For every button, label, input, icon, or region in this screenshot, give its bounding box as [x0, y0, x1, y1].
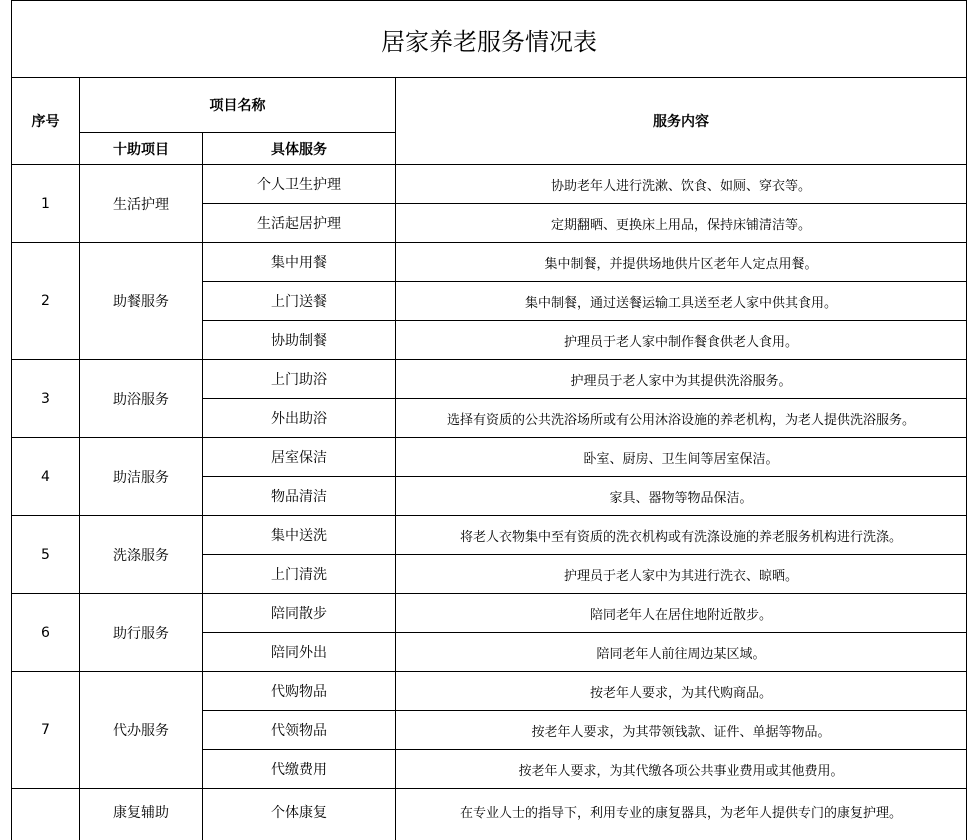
specific-service-cell: 代缴费用 [203, 750, 396, 789]
table-row [12, 789, 967, 840]
service-content-cell: 将老人衣物集中至有资质的洗衣机构或有洗涤设施的养老服务机构进行洗涤。 [396, 516, 967, 555]
specific-service-cell: 集中送洗 [203, 516, 396, 555]
ten-help-item-cell: 助浴服务 [80, 360, 203, 438]
ten-help-item-cell: 代办服务 [80, 672, 203, 789]
seq-cell: 7 [12, 672, 80, 789]
ten-help-item-cell: 康复辅助 [80, 789, 203, 840]
table-row [12, 165, 967, 204]
specific-service-cell: 代购物品 [203, 672, 396, 711]
service-content-cell: 按老年人要求，为其代购商品。 [396, 672, 967, 711]
seq-cell: 1 [12, 165, 80, 243]
header-service-content: 服务内容 [396, 78, 967, 165]
seq-cell: 6 [12, 594, 80, 672]
specific-service-cell: 集中用餐 [203, 243, 396, 282]
specific-service-cell: 外出助浴 [203, 399, 396, 438]
header-project-name: 项目名称 [80, 78, 396, 133]
seq-cell: 4 [12, 438, 80, 516]
seq-cell [12, 789, 80, 840]
ten-help-item-cell: 洗涤服务 [80, 516, 203, 594]
specific-service-cell: 物品清洁 [203, 477, 396, 516]
service-content-cell: 协助老年人进行洗漱、饮食、如厕、穿衣等。 [396, 165, 967, 204]
header-seq: 序号 [12, 78, 80, 165]
service-content-cell: 卧室、厨房、卫生间等居室保洁。 [396, 438, 967, 477]
specific-service-cell: 生活起居护理 [203, 204, 396, 243]
service-content-cell: 在专业人士的指导下，利用专业的康复器具，为老年人提供专门的康复护理。 [396, 789, 967, 840]
service-content-cell: 按老年人要求，为其代缴各项公共事业费用或其他费用。 [396, 750, 967, 789]
seq-cell: 5 [12, 516, 80, 594]
service-content-cell: 陪同老年人前往周边某区域。 [396, 633, 967, 672]
service-content-cell: 定期翻晒、更换床上用品，保持床铺清洁等。 [396, 204, 967, 243]
specific-service-cell: 上门助浴 [203, 360, 396, 399]
specific-service-cell: 个人卫生护理 [203, 165, 396, 204]
specific-service-cell: 个体康复 [203, 789, 396, 840]
table-row [12, 360, 967, 399]
table-row [12, 438, 967, 477]
ten-help-item-cell: 助洁服务 [80, 438, 203, 516]
service-content-cell: 选择有资质的公共洗浴场所或有公用沐浴设施的养老机构，为老人提供洗浴服务。 [396, 399, 967, 438]
specific-service-cell: 上门送餐 [203, 282, 396, 321]
service-content-cell: 家具、器物等物品保洁。 [396, 477, 967, 516]
table-row [12, 243, 967, 282]
service-content-cell: 集中制餐，并提供场地供片区老年人定点用餐。 [396, 243, 967, 282]
service-content-cell: 护理员于老人家中为其提供洗浴服务。 [396, 360, 967, 399]
header-specific-service: 具体服务 [203, 133, 396, 165]
specific-service-cell: 代领物品 [203, 711, 396, 750]
specific-service-cell: 陪同散步 [203, 594, 396, 633]
service-content-cell: 集中制餐，通过送餐运输工具送至老人家中供其食用。 [396, 282, 967, 321]
service-table [11, 0, 967, 840]
specific-service-cell: 居室保洁 [203, 438, 396, 477]
specific-service-cell: 陪同外出 [203, 633, 396, 672]
table-row [12, 672, 967, 711]
table-row [12, 516, 967, 555]
seq-cell: 3 [12, 360, 80, 438]
specific-service-cell: 上门清洗 [203, 555, 396, 594]
service-content-cell: 按老年人要求，为其带领钱款、证件、单据等物品。 [396, 711, 967, 750]
ten-help-item-cell: 助行服务 [80, 594, 203, 672]
table-title: 居家养老服务情况表 [12, 1, 967, 78]
service-content-cell: 护理员于老人家中为其进行洗衣、晾晒。 [396, 555, 967, 594]
ten-help-item-cell: 生活护理 [80, 165, 203, 243]
seq-cell: 2 [12, 243, 80, 360]
service-content-cell: 陪同老年人在居住地附近散步。 [396, 594, 967, 633]
header-ten-help: 十助项目 [80, 133, 203, 165]
ten-help-item-cell: 助餐服务 [80, 243, 203, 360]
specific-service-cell: 协助制餐 [203, 321, 396, 360]
table-row [12, 594, 967, 633]
service-content-cell: 护理员于老人家中制作餐食供老人食用。 [396, 321, 967, 360]
